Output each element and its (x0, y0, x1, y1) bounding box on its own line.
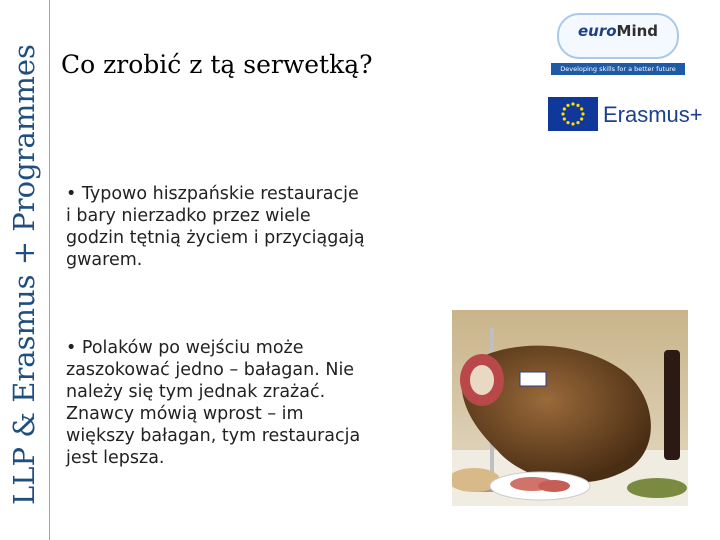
slide-title: Co zrobić z tą serwetką? (61, 50, 373, 79)
eu-star (571, 122, 574, 125)
eu-star (576, 121, 579, 124)
eu-flag-icon (548, 97, 598, 131)
eu-star (561, 112, 564, 115)
jamon-ham-photo (452, 310, 688, 506)
eu-star (571, 102, 574, 105)
vertical-program-title: LLP & Erasmus + Programmes (7, 44, 41, 505)
sidebar-divider (49, 0, 50, 540)
eu-star (580, 117, 583, 120)
sidebar (0, 0, 50, 540)
eu-star (566, 121, 569, 124)
erasmus-wordmark: Erasmus+ (603, 102, 703, 127)
eu-star (580, 107, 583, 110)
eu-star (576, 104, 579, 107)
paragraph-restaurants: • Typowo hiszpańskie restauracje i bary nierzadko przez wiele godzin tętnią życiem i przyciągają gwarem. (66, 184, 365, 270)
eu-star (563, 107, 566, 110)
euromind-tagline: Developing skills for a better future (551, 63, 685, 75)
euromind-wordmark: euroMind (577, 22, 659, 40)
euromind-logo (551, 10, 685, 76)
eu-star (581, 112, 584, 115)
eu-star (563, 117, 566, 120)
erasmus-logo (548, 97, 713, 133)
paragraph-mess: • Polaków po wejściu może zaszokować jedno – bałagan. Nie należy się tym jednak zrażać. Znawcy mówią wprost – im większy bałagan, tym restauracja jest lepsza. (66, 338, 361, 468)
eu-star (566, 104, 569, 107)
